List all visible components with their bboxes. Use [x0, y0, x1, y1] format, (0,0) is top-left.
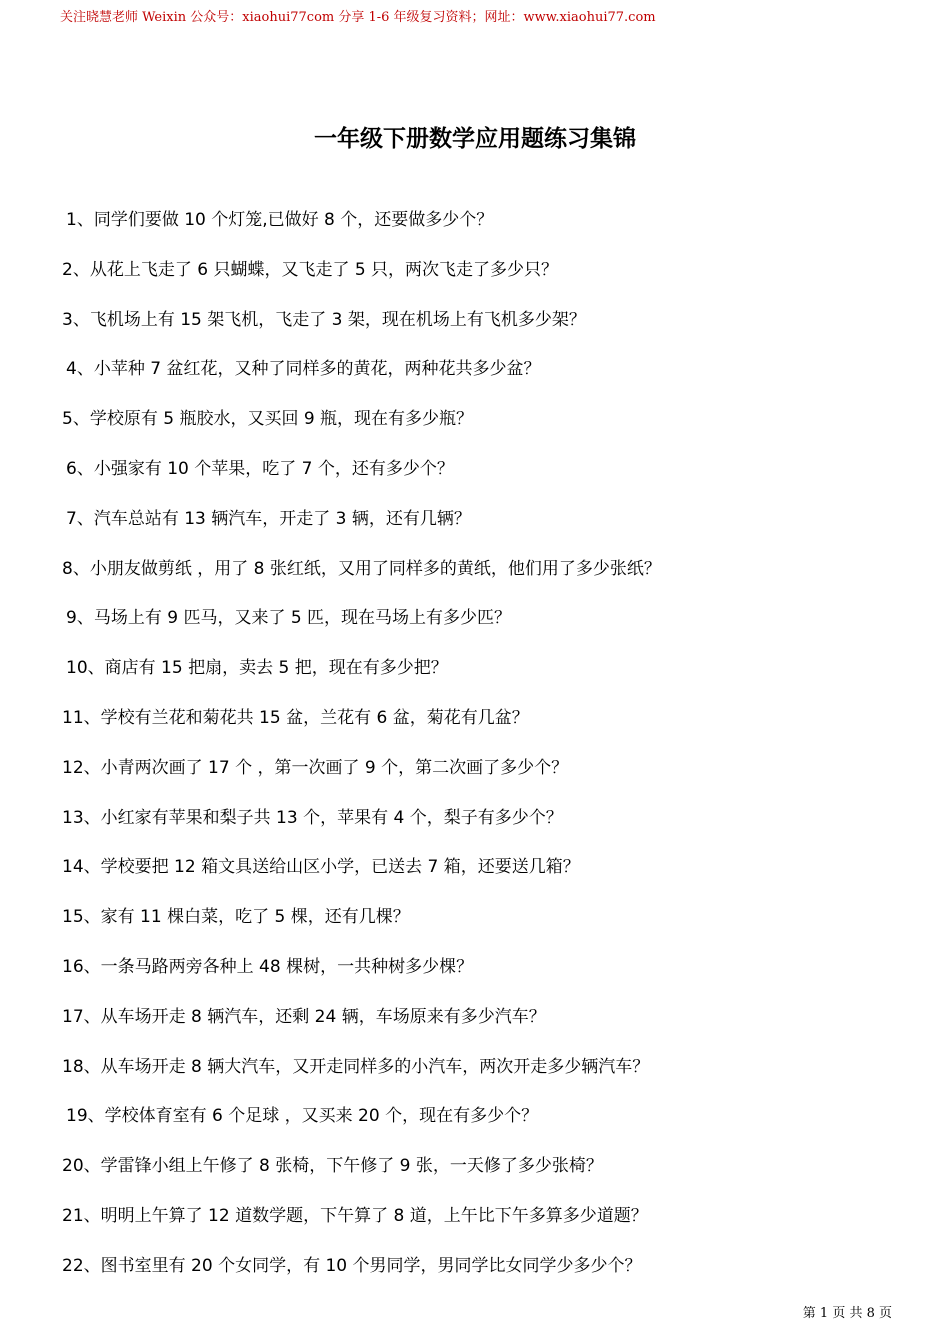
page-number: 第 1 页 共 8 页 — [802, 1306, 892, 1321]
question-item: 1、同学们要做 10 个灯笼,已做好 8 个，还要做多少个？ — [66, 210, 494, 230]
question-item: 11、学校有兰花和菊花共 15 盆，兰花有 6 盆，菊花有几盆？ — [62, 707, 529, 728]
question-item: 5、学校原有 5 瓶胶水，又买回 9 瓶，现在有多少瓶？ — [62, 409, 474, 430]
question-item: 17、从车场开走 8 辆汽车，还剩 24 辆，车场原来有多少汽车？ — [62, 1006, 546, 1027]
question-item: 8、小朋友做剪纸 ，用了 8 张红纸，又用了同样多的黄纸，他们用了多少张纸？ — [62, 558, 661, 579]
question-item: 21、明明上午算了 12 道数学题，下午算了 8 道，上午比下午多算多少道题？ — [62, 1205, 648, 1226]
question-item: 13、小红家有苹果和梨子共 13 个，苹果有 4 个，梨子有多少个？ — [62, 807, 563, 828]
question-list — [62, 204, 661, 1300]
question-item: 19、学校体育室有 6 个足球 ，又买来 20 个，现在有多少个？ — [66, 1106, 539, 1127]
header-watermark-text: 关注晓慧老师 Weixin 公众号：xiaohui77com 分享 1-6 年级复习资料；网址：www.xiaohui77.com — [60, 10, 656, 25]
question-item: 15、家有 11 棵白菜，吃了 5 棵，还有几棵？ — [62, 907, 410, 928]
question-item: 18、从车场开走 8 辆大汽车，又开走同样多的小汽车，两次开走多少辆汽车？ — [62, 1056, 650, 1077]
question-item: 6、小强家有 10 个苹果，吃了 7 个，还有多少个？ — [66, 458, 454, 479]
question-item: 2、从花上飞走了 6 只蝴蝶，又飞走了 5 只，两次飞走了多少只？ — [62, 259, 559, 280]
question-item: 14、学校要把 12 箱文具送给山区小学，已送去 7 箱，还要送几箱？ — [62, 857, 580, 878]
document-title: 一年级下册数学应用题练习集锦 — [314, 126, 636, 152]
question-item: 20、学雷锋小组上午修了 8 张椅，下午修了 9 张，一天修了多少张椅？ — [62, 1156, 603, 1177]
question-item: 10、商店有 15 把扇，卖去 5 把，现在有多少把？ — [66, 658, 448, 679]
question-item: 3、飞机场上有 15 架飞机，飞走了 3 架，现在机场上有飞机多少架？ — [62, 309, 586, 330]
question-item: 12、小青两次画了 17 个 ，第一次画了 9 个，第二次画了多少个？ — [62, 757, 569, 778]
question-item: 16、一条马路两旁各种上 48 棵树，一共种树多少棵？ — [62, 956, 474, 977]
question-item: 22、图书室里有 20 个女同学，有 10 个男同学，男同学比女同学少多少个？ — [62, 1255, 642, 1276]
question-item: 7、汽车总站有 13 辆汽车，开走了 3 辆，还有几辆？ — [66, 508, 471, 529]
question-item: 4、小苹种 7 盆红花，又种了同样多的黄花，两种花共多少盆？ — [66, 359, 541, 380]
question-item: 9、马场上有 9 匹马，又来了 5 匹，现在马场上有多少匹？ — [66, 608, 512, 629]
